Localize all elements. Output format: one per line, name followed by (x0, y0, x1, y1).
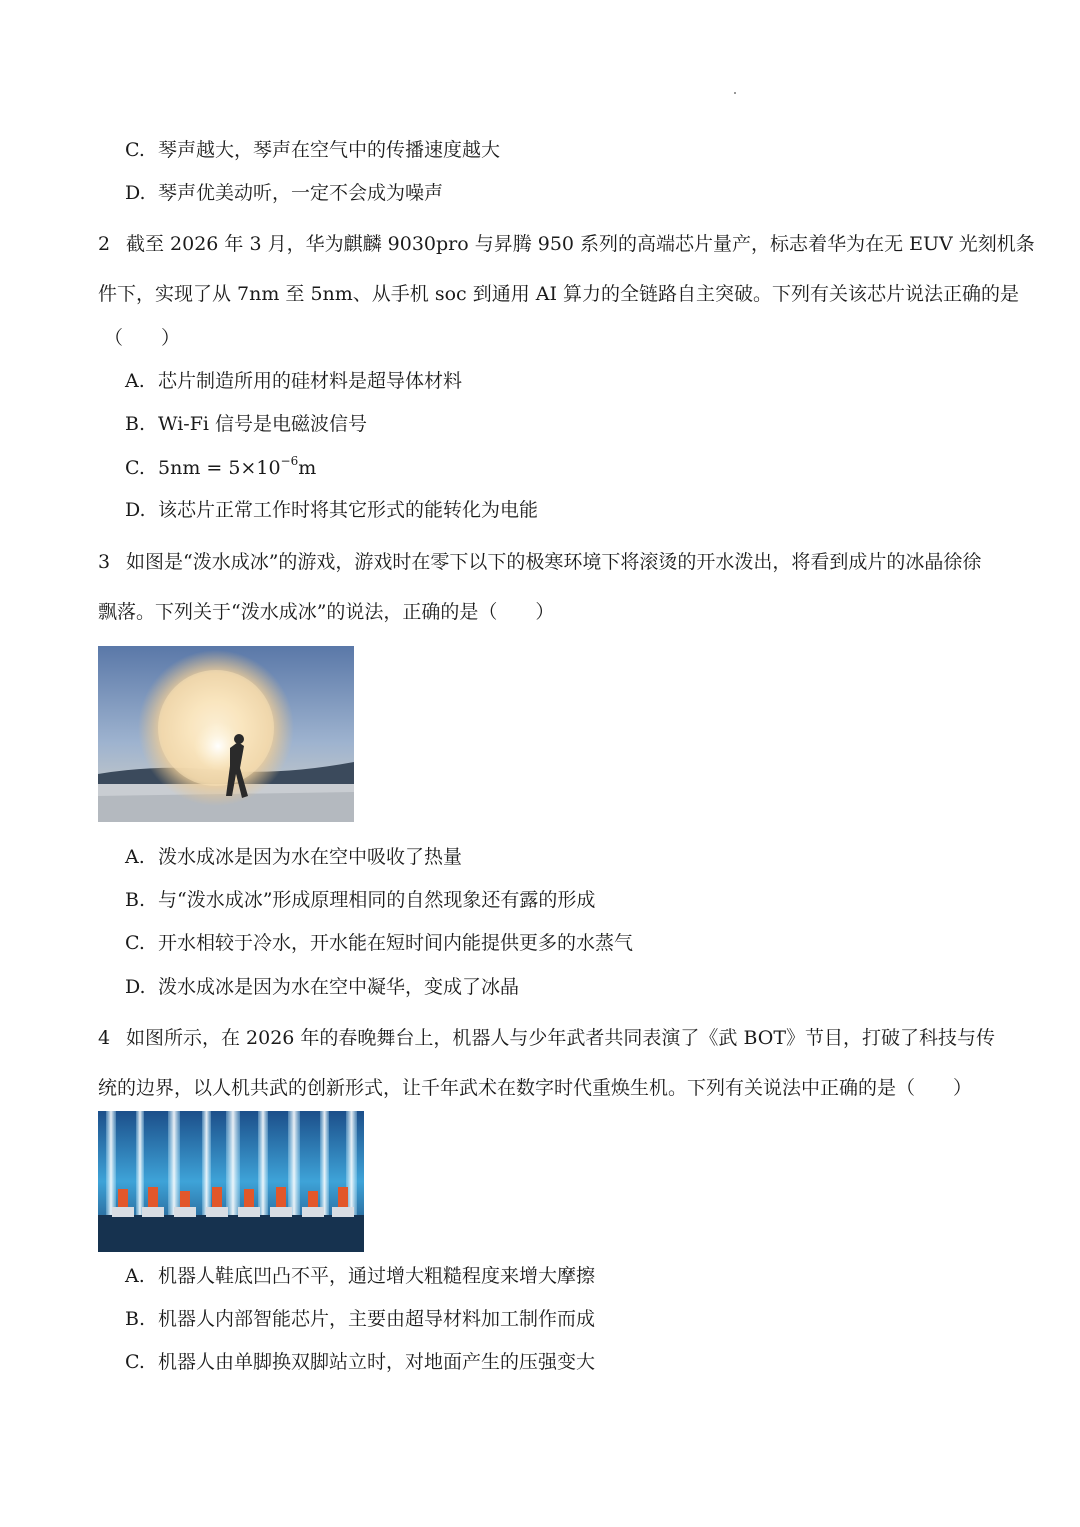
q3-stem-line1: 3 如图是“泼水成冰”的游戏，游戏时在零下以下的极寒环境下将滚烫的开水泼出，将看到成片的冰晶徐徐 (98, 551, 982, 573)
q1-option-c: C. 琴声越大，琴声在空气中的传播速度越大 (125, 139, 501, 161)
robot-stage-illustration (98, 1111, 364, 1252)
q3-option-b: B. 与“泼水成冰”形成原理相同的自然现象还有露的形成 (125, 889, 596, 911)
q2-answer-bracket: （ ） (104, 327, 181, 349)
q2-option-a: A. 芯片制造所用的硅材料是超导体材料 (125, 370, 463, 392)
q4-stem-line1: 4 如图所示，在 2026 年的春晚舞台上，机器人与少年武者共同表演了《武 BOT》节目，打破了科技与传 (98, 1027, 996, 1049)
q3-option-d: D. 泼水成冰是因为水在空中凝华，变成了冰晶 (125, 976, 520, 998)
q2-option-c: C. $5nm = 5\times 10^{-6}m$ (125, 453, 317, 479)
q2-stem-line2: 件下，实现了从 7nm 至 5nm、从手机 soc 到通用 AI 算力的全链路自主突破。下列有关该芯片说法正确的是 (98, 283, 1020, 305)
q2-option-b: B. Wi-Fi 信号是电磁波信号 (125, 413, 367, 435)
q2-option-d: D. 该芯片正常工作时将其它形式的能转化为电能 (125, 499, 539, 521)
q3-stem-line2: 飘落。下列关于“泼水成冰”的说法，正确的是（ ） (98, 601, 555, 623)
scan-dot (734, 92, 736, 94)
q3-option-a: A. 泼水成冰是因为水在空中吸收了热量 (125, 846, 463, 868)
q4-stem-line2: 统的边界，以人机共武的创新形式，让千年武术在数字时代重焕生机。下列有关说法中正确的是（ ） (98, 1077, 973, 1099)
robot-performance-photo (98, 1111, 364, 1252)
q3-option-c: C. 开水相较于冷水，开水能在短时间内能提供更多的水蒸气 (125, 932, 634, 954)
q4-option-b: B. 机器人内部智能芯片，主要由超导材料加工制作而成 (125, 1308, 596, 1330)
q4-option-a: A. 机器人鞋底凹凸不平，通过增大粗糙程度来增大摩擦 (125, 1265, 596, 1287)
q2-stem-line1: 2 截至 2026 年 3 月，华为麒麟 9030pro 与昇腾 950 系列的高端芯片量产，标志着华为在无 EUV 光刻机条 (98, 233, 1035, 255)
q1-option-d: D. 琴声优美动听，一定不会成为噪声 (125, 182, 444, 204)
water-to-ice-photo (98, 646, 354, 822)
q4-option-c: C. 机器人由单脚换双脚站立时，对地面产生的压强变大 (125, 1351, 596, 1373)
water-to-ice-illustration (98, 646, 354, 822)
